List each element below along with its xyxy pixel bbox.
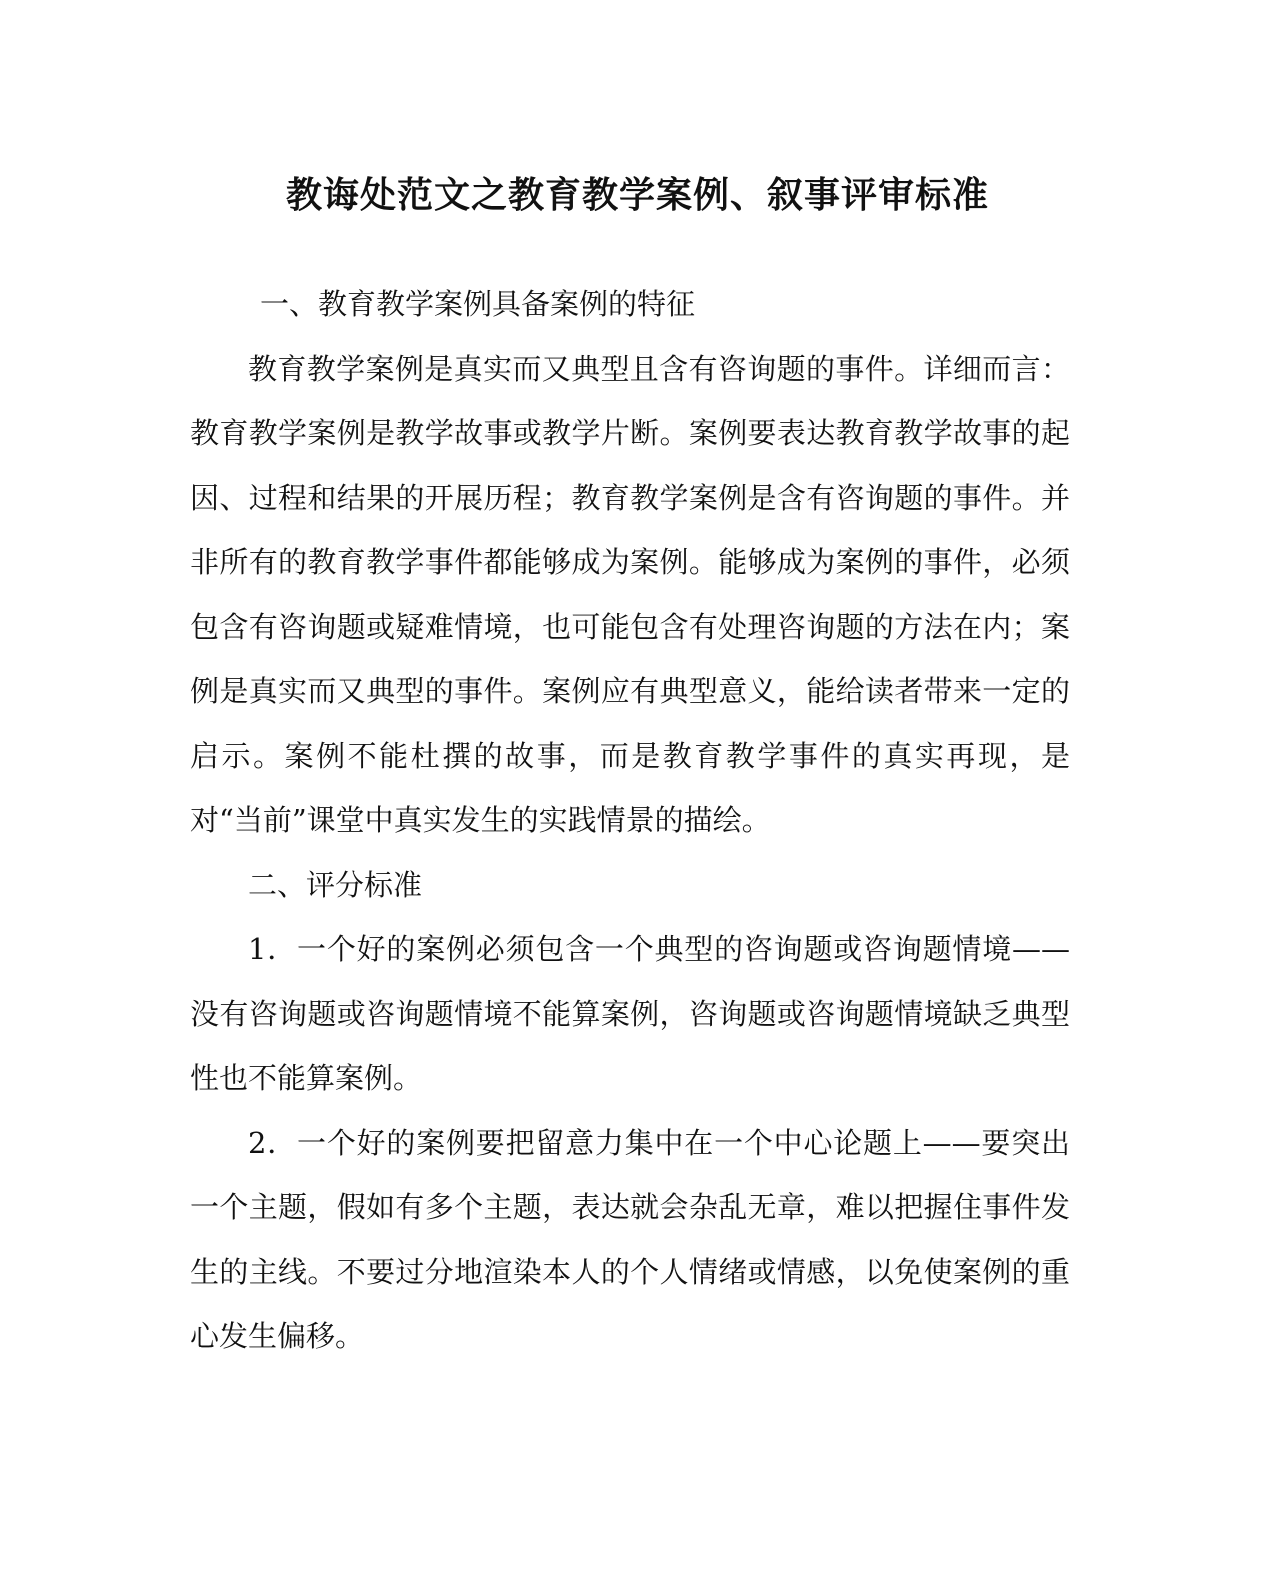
document-body	[190, 272, 1070, 1369]
paragraph-case-definition: 教育教学案例是真实而又典型且含有咨询题的事件。详细而言：教育教学案例是教学故事或教学片断。案例要表达教育教学故事的起因、过程和结果的开展历程；教育教学案例是含有咨询题的事件。并非所有的教育教学事件都能够成为案例。能够成为案例的事件，必须包含有咨询题或疑难情境，也可能包含有处理咨询题的方法在内；案例是真实而又典型的事件。案例应有典型意义，能给读者带来一定的启示。案例不能杜撰的故事，而是教育教学事件的真实再现，是对“当前”课堂中真实发生的实践情景的描绘。	[190, 351, 1070, 837]
section-heading-2: 二、评分标准	[248, 867, 423, 902]
paragraph-criterion-2: 2．一个好的案例要把留意力集中在一个中心论题上——要突出一个主题，假如有多个主题，表达就会杂乱无章，难以把握住事件发生的主线。不要过分地渲染本人的个人情绪或情感，以免使案例的重心发生偏移。	[190, 1125, 1070, 1353]
document-title: 教诲处范文之教育教学案例、叙事评审标准	[285, 175, 989, 216]
section-heading-1: 一、教育教学案例具备案例的特征	[260, 287, 696, 321]
paragraph-criterion-1: 1．一个好的案例必须包含一个典型的咨询题或咨询题情境——没有咨询题或咨询题情境不能算案例，咨询题或咨询题情境缺乏典型性也不能算案例。	[190, 932, 1070, 1095]
